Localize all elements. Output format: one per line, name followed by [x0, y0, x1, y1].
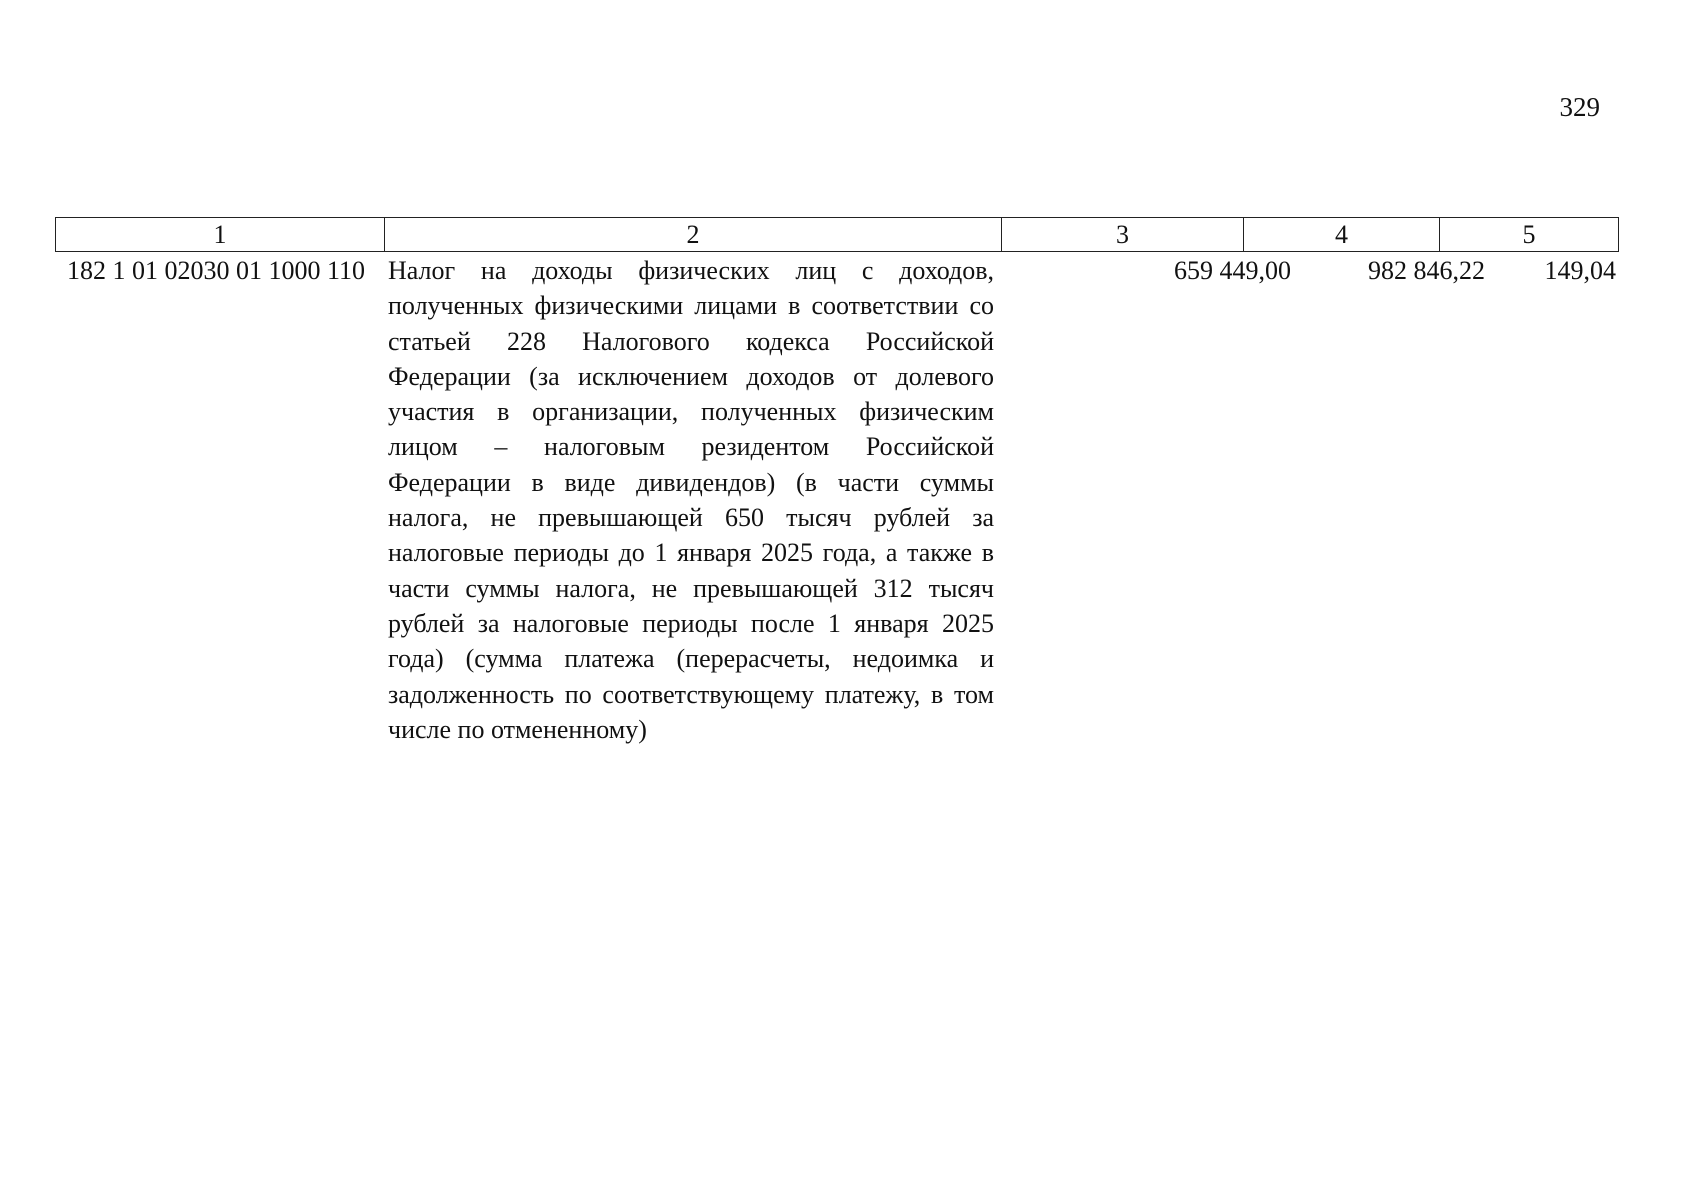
column-header-3: 3 [1002, 218, 1244, 252]
income-description: Налог на доходы физических лиц с доходов, полученных физическими лицами в соответствии со статьей 228 Налогового кодекса Российской Федерации (за исключением доходов от долевого участия в организации, полученных физическим лицом – налоговым резидентом Российской Федерации в виде дивидендов) (в части суммы налога, не превышающей 650 тысяч рублей за налоговые периоды до 1 января 2025 года, а также в части суммы налога, не превышающей 312 тысяч рублей за налоговые периоды после 1 января 2025 года) (сумма платежа (перерасчеты, недоимка и задолженность по соответствующему платежу, в том числе по отмененному) [388, 256, 994, 744]
page-number: 329 [1559, 92, 1600, 122]
column-5-value: 149,04 [1544, 256, 1616, 285]
column-number-header [55, 217, 1619, 252]
column-3-value: 659 449,00 [1174, 256, 1291, 285]
header-row [56, 218, 1619, 252]
column-header-4: 4 [1244, 218, 1440, 252]
budget-classification-code: 182 1 01 02030 01 1000 110 [67, 256, 366, 285]
column-header-2: 2 [385, 218, 1002, 252]
column-header-1: 1 [56, 218, 385, 252]
column-header-5: 5 [1440, 218, 1619, 252]
column-4-value: 982 846,22 [1368, 256, 1485, 285]
